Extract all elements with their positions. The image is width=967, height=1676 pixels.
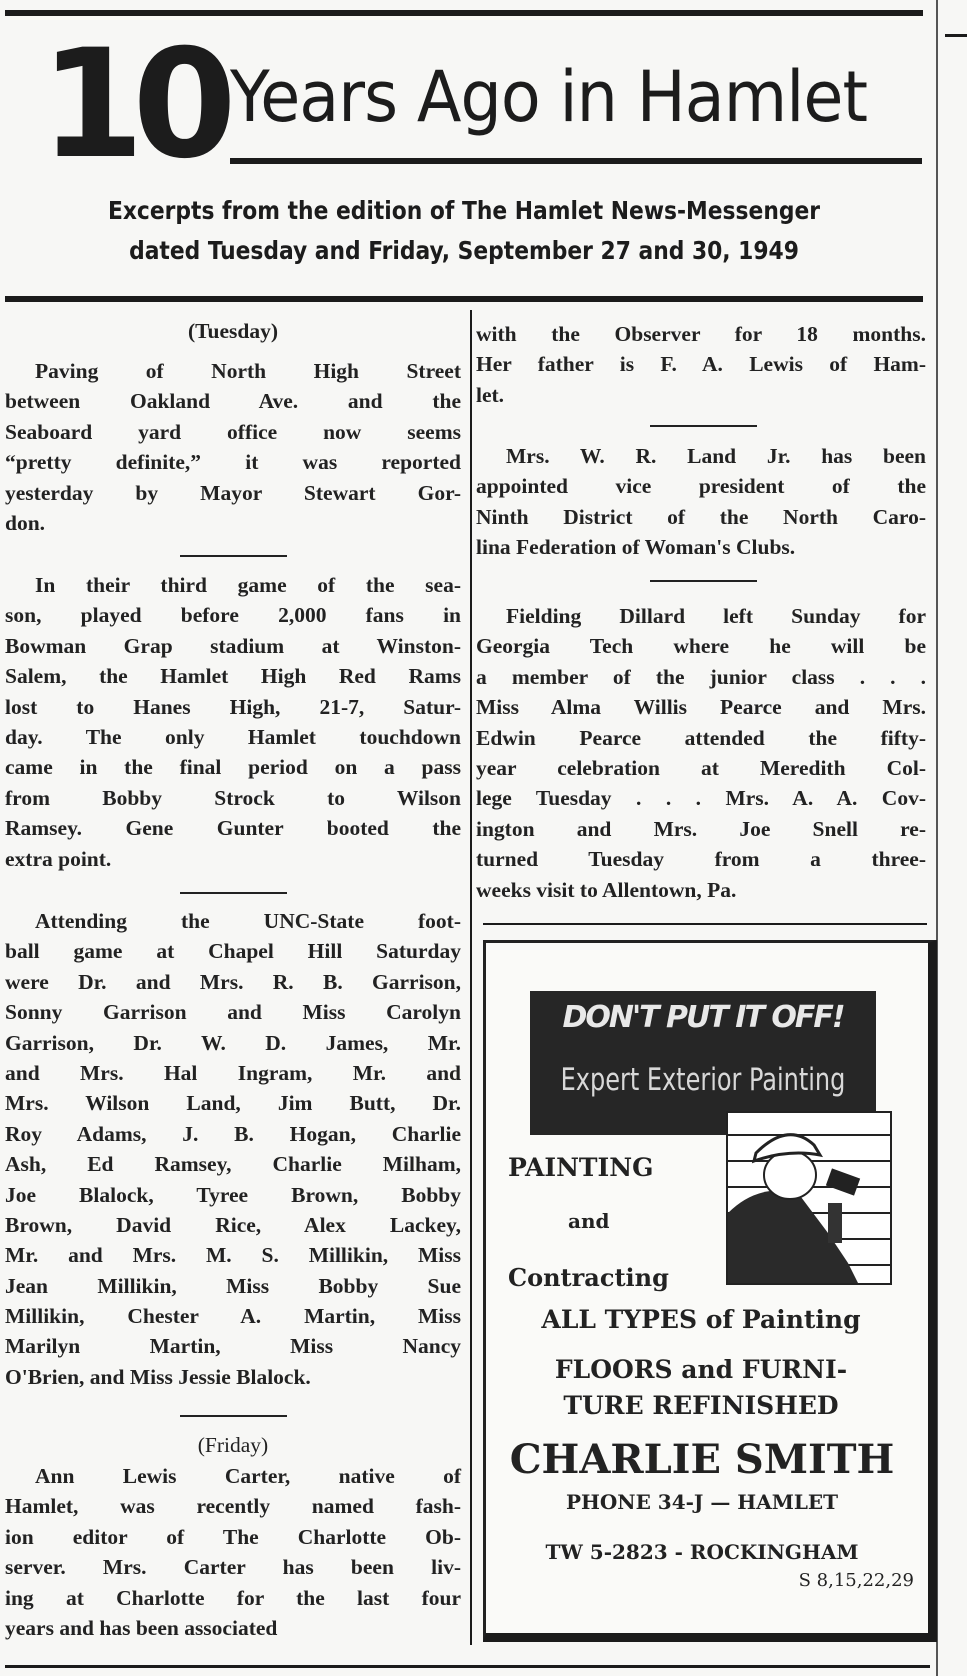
separator [180,1415,287,1417]
tuesday-heading: (Tuesday) [187,319,278,343]
text-line: Brown, David Rice, Alex Lackey, [5,1212,461,1237]
text-line: Georgia Tech where he will be [476,634,926,659]
ad-banner-slogan: DON'T PUT IT OFF! [562,1000,844,1035]
header-bottom-rule [5,296,923,302]
text-line: Fielding Dillard left Sunday for [506,604,926,628]
headline-number: 10 [40,18,225,192]
text-line: weeks visit to Allentown, Pa. [476,877,737,902]
text-line: with the Observer for 18 months. [476,322,926,346]
column-divider [470,310,472,1645]
text-line: Paving of North High Street [35,359,461,383]
text-line: Jean Millikin, Miss Bobby Sue [5,1273,461,1298]
text-line: yesterday by Mayor Stewart Gor- [5,480,461,505]
ad-contracting: Contracting [508,1263,669,1292]
bottom-rule [5,1665,930,1668]
text-line: ing at Charlotte for the last four [5,1585,461,1610]
text-line: server. Mrs. Carter has been liv- [5,1555,461,1580]
text-line: years and has been associated [5,1615,278,1640]
text-line: Ninth District of the North Caro- [476,504,926,529]
ad-banner-service: Expert Exterior Painting [560,1062,846,1098]
text-line: extra point. [5,846,112,871]
text-line: and Mrs. Hal Ingram, Mr. and [5,1060,461,1085]
text-line: Hamlet, was recently named fash- [5,1494,461,1519]
article-land [476,441,926,563]
text-line: ington and Mrs. Joe Snell re- [476,816,926,841]
separator [180,892,287,894]
friday-heading-block [5,1430,461,1460]
ad-painting: PAINTING [508,1153,654,1182]
text-line: between Oakland Ave. and the [5,389,461,414]
text-line: turned Tuesday from a three- [476,847,926,872]
tuesday-heading-block [5,316,461,346]
text-line: Mrs. W. R. Land Jr. has been [506,444,926,468]
friday-heading: (Friday) [197,1433,269,1457]
text-line: appointed vice president of the [476,474,926,499]
text-line: Bowman Grap stadium at Winston- [5,633,461,658]
text-line: Mrs. Wilson Land, Jim Butt, Dr. [5,1091,461,1116]
text-line: Mr. and Mrs. M. S. Millikin, Miss [5,1243,461,1268]
text-line: Miss Alma Willis Pearce and Mrs. [476,695,926,720]
text-line: a member of the junior class . . . [476,664,926,689]
separator [180,555,287,557]
ad-floors-line-2: TURE REFINISHED [563,1391,839,1420]
text-line: came in the final period on a pass [5,755,461,780]
text-line: ball game at Chapel Hill Saturday [5,939,461,964]
text-line: year celebration at Meredith Col- [476,755,926,780]
ad-all-types: ALL TYPES of Painting [541,1305,861,1334]
text-line: Marilyn Martin, Miss Nancy [5,1334,461,1359]
article-football [5,570,461,874]
text-line: lost to Hanes High, 21-7, Satur- [5,694,461,719]
text-line: “pretty definite,” it was reported [5,450,461,475]
text-line: lege Tuesday . . . Mrs. A. A. Cov- [476,786,926,811]
text-line: Seaboard yard office now seems [5,419,461,444]
text-line: Her father is F. A. Lewis of Ham- [476,352,926,377]
text-line: Roy Adams, J. B. Hogan, Charlie [5,1121,461,1146]
ad-run-dates: S 8,15,22,29 [798,1570,914,1591]
article-paving [5,356,461,538]
text-line: O'Brien, and Miss Jessie Blalock. [5,1364,311,1389]
text-line: Ash, Ed Ramsey, Charlie Milham, [5,1152,461,1177]
text-line: day. The only Hamlet touchdown [5,724,461,749]
separator [650,425,757,427]
text-line: lina Federation of Woman's Clubs. [476,535,796,560]
article-dillard [476,601,926,905]
painting-advertisement [483,940,937,1642]
ad-phone-rockingham: TW 5-2823 - ROCKINGHAM [545,1540,859,1564]
text-line: Millikin, Chester A. Martin, Miss [5,1304,461,1329]
text-line: Sonny Garrison and Miss Carolyn [5,1000,461,1025]
subtitle-line-2: dated Tuesday and Friday, September 27 and 30, 1949 [129,236,799,265]
text-line: son, played before 2,000 fans in [5,603,461,628]
text-line: from Bobby Strock to Wilson [5,785,461,810]
article-ann-lewis-carter [5,1461,461,1643]
text-line: let. [476,382,505,407]
ad-top-rule [483,923,927,925]
text-line: Ann Lewis Carter, native of [35,1464,461,1488]
article-carter-continued [476,319,926,410]
text-line: Salem, the Hamlet High Red Rams [5,664,461,689]
painter-icon [726,1111,892,1285]
article-unc-state-game [5,906,461,1392]
text-line: ion editor of The Charlotte Ob- [5,1524,461,1549]
ad-business-name: CHARLIE SMITH [509,1436,895,1483]
text-line: Joe Blalock, Tyree Brown, Bobby [5,1182,461,1207]
headline-title: Years Ago in Hamlet [230,56,868,138]
text-line: Ramsey. Gene Gunter booted the [5,816,461,841]
text-line: Garrison, Dr. W. D. James, Mr. [5,1030,461,1055]
top-rule [5,10,923,16]
text-line: In their third game of the sea- [35,573,461,597]
text-line: don. [5,510,46,535]
text-line: were Dr. and Mrs. R. B. Garrison, [5,969,461,994]
page-edge-tick [945,34,967,37]
ad-and: and [568,1209,610,1233]
title-underline [230,158,922,164]
ad-phone-hamlet: PHONE 34-J — HAMLET [565,1490,839,1514]
subtitle-line-1: Excerpts from the edition of The Hamlet News-Messenger [107,196,821,225]
text-line: Attending the UNC-State foot- [35,909,461,933]
ad-floors-line-1: FLOORS and FURNI- [554,1355,848,1384]
text-line: Edwin Pearce attended the fifty- [476,725,926,750]
separator [650,580,757,582]
